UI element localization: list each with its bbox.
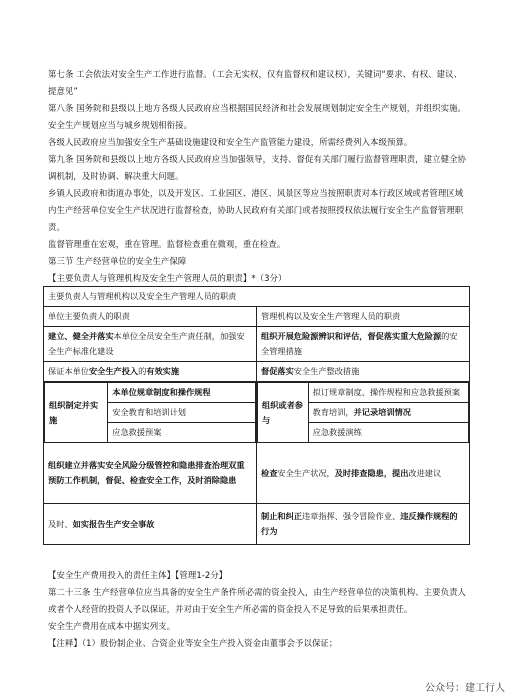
cell-right-5: 制止和纠正违章指挥、强令冒险作业、违反操作规程的行为: [257, 504, 470, 545]
para-note: 【注释】（1）股份制企业、合资企业等安全生产投入资金由董事会予以保证；: [48, 638, 338, 648]
table-header-row: [44, 287, 470, 307]
label-participate: 组织或者参与: [258, 383, 309, 443]
cell-left-4: 组织建立并落实安全风险分级管控和隐患排查治理双重预防工作机制，督促、检查安全工作，及时消除隐患: [44, 443, 257, 504]
item-emergency-plan: 应急救援预案: [108, 423, 256, 443]
topic-heading: 【主要负责人与管理机构及安全生产管理人员的职责】*（3分）: [48, 273, 287, 283]
item-drill: 应急救援演练: [308, 423, 468, 443]
para-article-9: 第九条 国务院和县级以上地方各级人民政府应当加强领导，支持、督促有关部门履行监督管理职责，建立健全协调机制，及时协调、解决重大问题。: [48, 154, 467, 181]
para-budget: 各级人民政府应当加强安全生产基础设施建设和安全生产监管能力建设，所需经费列入本级预算。: [48, 137, 413, 147]
para-article-7: 第七条 工会依法对安全生产工作进行监督。（工会无实权，仅有监督权和建议权），关键词“要求、有权、建议、提意见”: [48, 69, 463, 96]
table-row: [44, 504, 470, 545]
table-row: [44, 382, 470, 443]
label-formulate: 组织制定并实施: [45, 383, 108, 443]
duties-table: [43, 286, 470, 545]
para-township: 乡镇人民政府和街道办事处，以及开发区、工业园区、港区、风景区等应当按照职责对本行政区域或者管理区域内生产经营单位安全生产状况进行监督检查，协助人民政府有关部门或者按照授权依法履行安全生产监督管理职责。: [48, 188, 464, 232]
cell-left-3: [44, 382, 257, 443]
col-right-title: 管理机构以及安全生产管理人员的职责: [257, 307, 470, 327]
para-article-8: 第八条 国务院和县级以上地方各级人民政府应当根据国民经济和社会发展规划制定安全生产规划，并组织实施。安全生产规划应当与城乡规划相衔接。: [48, 103, 467, 130]
table-row: [44, 327, 470, 362]
cell-right-4: 检查安全生产状况，及时排查隐患，提出改进建议: [257, 443, 470, 504]
para-supervision: 监督管理重在宏观，重在管理。监督检查重在微观，重在检查。: [48, 239, 286, 249]
para-cost: 安全生产费用在成本中据实列支。: [48, 621, 176, 631]
topic-cost-heading: 【安全生产费用投入的责任主体】【管理1-2分】: [48, 570, 228, 580]
item-rules: 本单位规章制度和操作规程: [108, 383, 256, 403]
col-left-title: 单位主要负责人的职责: [44, 307, 257, 327]
table-row: [44, 362, 470, 382]
cell-right-1: 组织开展危险源辨识和评估，督促落实重大危险源的安全管理措施: [257, 327, 470, 362]
cell-left-1: 建立、健全并落实本单位全员安全生产责任制，加强安全生产标准化建设: [44, 327, 257, 362]
inner-table-left: [44, 382, 256, 442]
cell-left-5: 及时、如实报告生产安全事故: [44, 504, 257, 545]
item-draft-rules: 拟订规章制度、操作规程和应急救援预案: [308, 383, 468, 403]
inner-table-right: [257, 382, 469, 442]
table-row: [44, 443, 470, 504]
section-heading: 第三节 生产经营单位的安全生产保障: [48, 256, 187, 266]
table-row: [44, 307, 470, 327]
watermark-text: 公众号：建工行人: [425, 683, 505, 694]
para-article-23: 第二十三条 生产经营单位应当具备的安全生产条件所必需的资金投入，由生产经营单位的决策机构、主要负责人或者个人经营的投资人予以保证，并对由于安全生产所必需的资金投入不足导致的后果承担责任。: [48, 587, 467, 614]
cell-right-2: 督促落实安全生产整改措施: [257, 362, 470, 382]
cell-left-2: 保证本单位安全生产投入的有效实施: [44, 362, 257, 382]
item-training-plan: 安全教育和培训计划: [108, 403, 256, 423]
table-header: 主要负责人与管理机构以及安全生产管理人员的职责: [44, 287, 470, 307]
item-education: 教育培训，并记录培训情况: [308, 403, 468, 423]
cell-right-3: [257, 382, 470, 443]
